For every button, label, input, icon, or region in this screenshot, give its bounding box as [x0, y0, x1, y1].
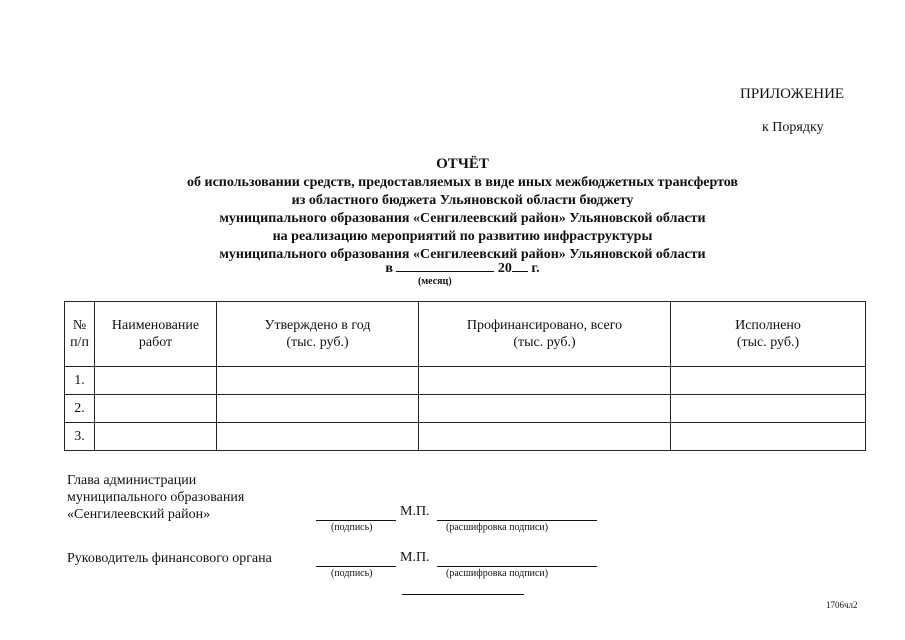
report-period-line: [0, 258, 905, 277]
header-num-line2: п/п: [70, 335, 89, 350]
report-table: [64, 301, 866, 451]
month-prefix: в: [385, 261, 393, 276]
header-financed-line2: (тыс. руб.): [513, 335, 576, 350]
header-approved: [217, 302, 419, 367]
year-blank-field[interactable]: [512, 258, 528, 272]
finance-decode-caption: (расшифровка подписи): [446, 568, 549, 579]
header-executed-line2: (тыс. руб.): [736, 335, 800, 350]
closing-divider: [402, 594, 524, 595]
document-code: 1706чл2: [826, 600, 858, 610]
year-suffix: г.: [531, 261, 540, 276]
order-reference: к Порядку: [762, 120, 824, 135]
table-header-row: [65, 302, 866, 367]
table-row: [65, 395, 866, 423]
header-approved-line1: Утверждено в год: [264, 318, 371, 333]
cell-executed[interactable]: [671, 367, 866, 395]
header-name-line1: Наименование: [111, 318, 200, 333]
year-prefix: 20: [497, 261, 512, 276]
finance-stamp-label: М.П.: [400, 550, 430, 565]
title-line-4: на реализацию мероприятий по развитию инфраструктуры: [272, 229, 653, 244]
cell-executed[interactable]: [671, 423, 866, 451]
header-executed: [671, 302, 866, 367]
head-title-line3: «Сенгилеевский район»: [67, 507, 211, 522]
table-row: [65, 423, 866, 451]
head-signature-line[interactable]: [316, 520, 396, 521]
row-number: 1.: [65, 367, 95, 395]
cell-approved[interactable]: [217, 423, 419, 451]
row-number: 2.: [65, 395, 95, 423]
table-row: [65, 367, 866, 395]
appendix-label: ПРИЛОЖЕНИЕ: [740, 86, 845, 102]
header-financed-line1: Профинансировано, всего: [466, 318, 623, 333]
cell-executed[interactable]: [671, 395, 866, 423]
cell-name[interactable]: [95, 395, 217, 423]
title-line-1: об использовании средств, предоставляемых в виде иных межбюджетных трансфертов: [187, 175, 738, 190]
cell-financed[interactable]: [419, 423, 671, 451]
finance-signature-caption: (подпись): [331, 568, 373, 579]
month-blank-field[interactable]: [396, 258, 494, 272]
cell-name[interactable]: [95, 423, 217, 451]
row-number: 3.: [65, 423, 95, 451]
header-num: [65, 302, 95, 367]
finance-signature-line[interactable]: [316, 566, 396, 567]
header-name: [95, 302, 217, 367]
header-executed-line1: Исполнено: [735, 318, 801, 333]
head-title-line1: Глава администрации: [67, 473, 197, 488]
head-title-line2: муниципального образования: [67, 490, 245, 505]
title-line-3: муниципального образования «Сенгилеевский район» Ульяновской области: [219, 211, 706, 226]
report-title-block: [0, 155, 905, 264]
header-num-line1: №: [72, 318, 87, 333]
cell-financed[interactable]: [419, 395, 671, 423]
cell-financed[interactable]: [419, 367, 671, 395]
title-line-5: муниципального образования «Сенгилеевский район» Ульяновской области: [219, 247, 706, 262]
head-stamp-label: М.П.: [400, 504, 430, 519]
finance-decode-line[interactable]: [437, 566, 597, 567]
header-approved-line2: (тыс. руб.): [286, 335, 349, 350]
head-admin-title: [67, 472, 244, 523]
head-decode-line[interactable]: [437, 520, 597, 521]
title-line-2: из областного бюджета Ульяновской области бюджету: [291, 193, 634, 208]
head-signature-caption: (подпись): [331, 522, 373, 533]
cell-approved[interactable]: [217, 367, 419, 395]
head-decode-caption: (расшифровка подписи): [446, 522, 549, 533]
cell-approved[interactable]: [217, 395, 419, 423]
cell-name[interactable]: [95, 367, 217, 395]
report-title: ОТЧЁТ: [436, 156, 489, 172]
finance-head-title: Руководитель финансового органа: [67, 551, 272, 566]
header-financed: [419, 302, 671, 367]
header-name-line2: работ: [138, 335, 173, 350]
month-caption: (месяц): [418, 276, 452, 287]
